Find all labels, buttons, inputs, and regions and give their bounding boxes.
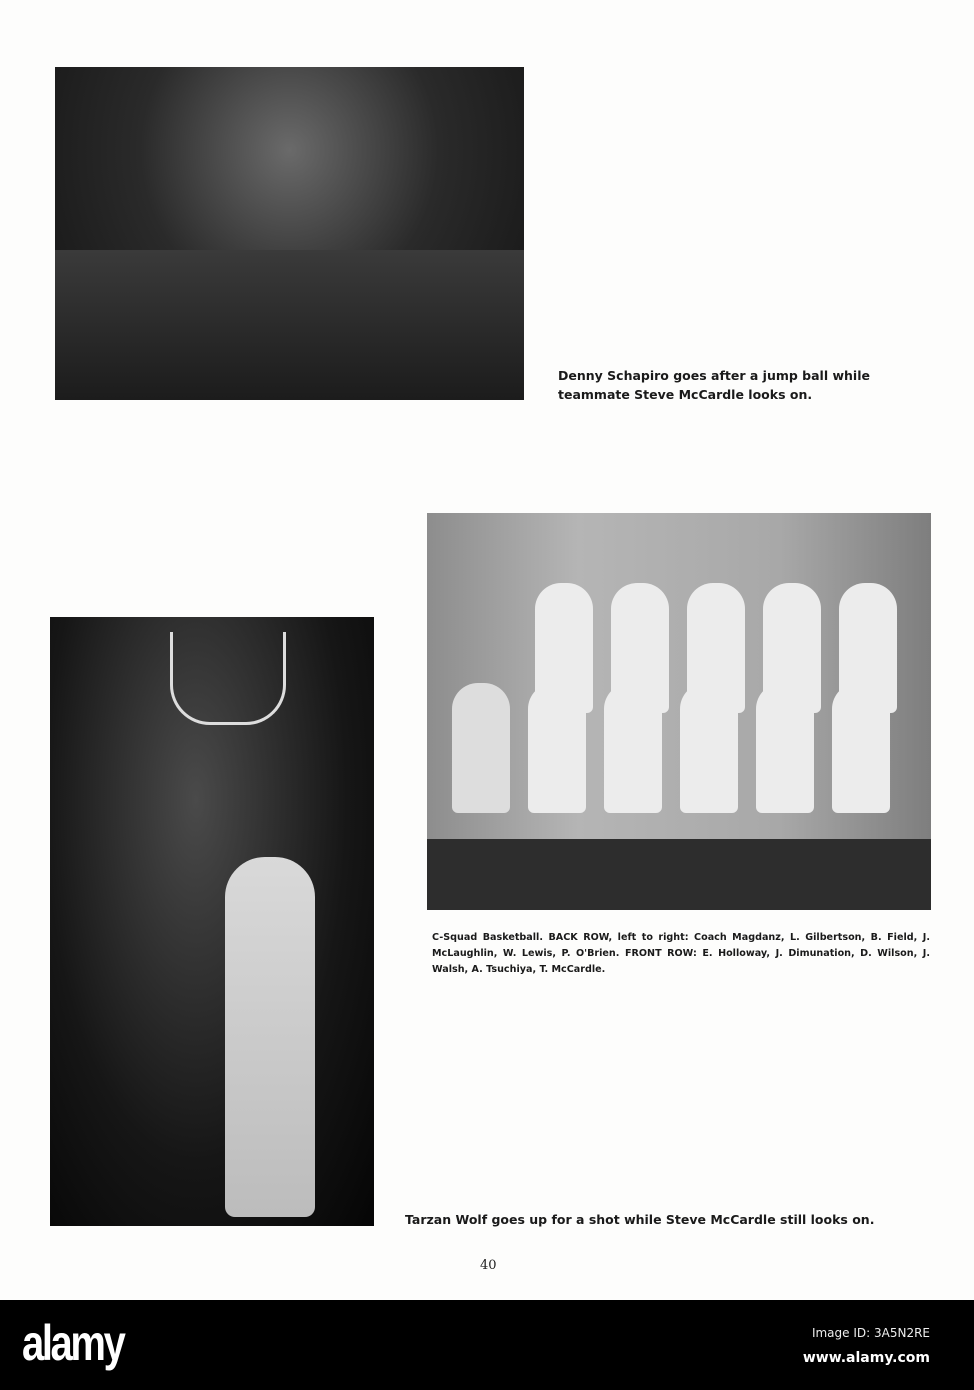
alamy-logo: alamy [22,1315,124,1371]
team-photo [427,513,931,910]
site-link[interactable]: www.alamy.com [802,1350,930,1366]
team-caption: C-Squad Basketball. BACK ROW, left to right: Coach Magdanz, L. Gilbertson, B. Field, J. McLaughlin, W. Lewis, P. O'Brien. FRONT ROW: E. Holloway, J. Dimunation, D. Wilson, J. Walsh, A. Tsuchiya, T. McCardle. [432,932,930,975]
shot-photo [50,617,374,1226]
jump-ball-caption: Denny Schapiro goes after a jump ball while teammate Steve McCardle looks on. [558,368,870,402]
page-number: 40 [480,1258,497,1273]
image-id: Image ID: 3A5N2RE [811,1326,930,1340]
watermark-footer [0,1300,974,1390]
shot-caption: Tarzan Wolf goes up for a shot while Steve McCardle still looks on. [405,1212,875,1227]
jump-ball-photo [55,67,524,400]
